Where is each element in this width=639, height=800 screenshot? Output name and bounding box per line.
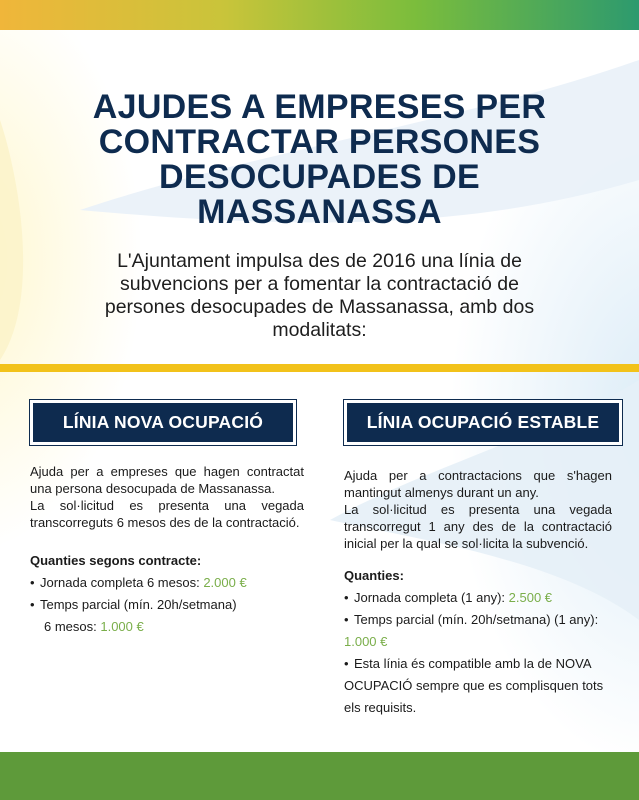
amount-value: 2.000 € <box>203 575 247 590</box>
amount-value: 1.000 € <box>344 634 388 649</box>
ocupacio-estable-description <box>344 467 612 552</box>
title-line: CONTRACTAR PERSONES <box>98 123 541 161</box>
page-title <box>40 90 599 230</box>
bottom-color-bar <box>0 752 639 800</box>
bullet-icon: • <box>344 590 349 605</box>
description-paragraph: Ajuda per a empreses que hagen contractat una persona desocupada de Massanassa. <box>30 464 304 496</box>
yellow-divider <box>0 364 639 372</box>
amount-value: 1.000 € <box>100 619 144 634</box>
description-paragraph: La sol·licitud es presenta una vegada transcorreguts 6 mesos des de la contractació. <box>30 498 304 530</box>
intro-text <box>70 250 569 342</box>
nova-ocupacio-description <box>30 463 304 531</box>
title-line: AJUDES A EMPRESES PER <box>92 88 547 126</box>
description-paragraph: La sol·licitud es presenta una vegada transcorregut 1 any des de la contractació inicial per la qual se sol·licita la subvenció. <box>344 502 612 551</box>
title-line: MASSANASSA <box>197 193 442 231</box>
item-label: Temps parcial (mín. 20h/setmana) (1 any): <box>354 612 599 627</box>
list-item <box>30 616 304 638</box>
nova-ocupacio-section <box>30 400 304 638</box>
item-label: Jornada completa (1 any): <box>354 590 509 605</box>
list-item <box>344 609 612 653</box>
amount-value: 2.500 € <box>508 590 553 605</box>
bullet-icon: • <box>30 597 35 612</box>
intro-line: modalitats: <box>272 319 367 341</box>
intro-line: subvencions per a fomentar la contractació de <box>120 273 519 295</box>
item-label: Temps parcial (mín. 20h/setmana) <box>40 597 237 612</box>
ocupacio-estable-heading: LÍNIA OCUPACIÓ ESTABLE <box>344 400 622 445</box>
list-item <box>344 653 612 719</box>
description-paragraph: Ajuda per a contractacions que s'hagen mantingut almenys durant un any. <box>344 468 612 500</box>
title-line: DESOCUPADES DE <box>159 158 480 196</box>
quantities-list <box>344 587 612 719</box>
bullet-icon: • <box>30 575 35 590</box>
item-label: 6 mesos: <box>44 619 101 634</box>
item-label: Esta línia és compatible amb la de NOVA OCUPACIÓ sempre que es complisquen tots els requisits. <box>344 656 604 715</box>
bullet-icon: • <box>344 612 349 627</box>
ocupacio-estable-section <box>344 400 612 719</box>
quantities-list <box>30 572 304 638</box>
list-item <box>344 587 612 609</box>
quantities-title: Quanties: <box>344 568 404 583</box>
top-color-bar <box>0 0 639 30</box>
bullet-icon: • <box>344 656 349 671</box>
intro-line: L'Ajuntament impulsa des de 2016 una línia de <box>117 250 522 272</box>
nova-ocupacio-heading: LÍNIA NOVA OCUPACIÓ <box>30 400 296 445</box>
item-label: Jornada completa 6 mesos: <box>40 575 204 590</box>
quantities-title: Quanties segons contracte: <box>30 553 202 568</box>
intro-line: persones desocupades de Massanassa, amb dos <box>104 296 535 318</box>
list-item <box>30 594 304 616</box>
list-item <box>30 572 304 594</box>
